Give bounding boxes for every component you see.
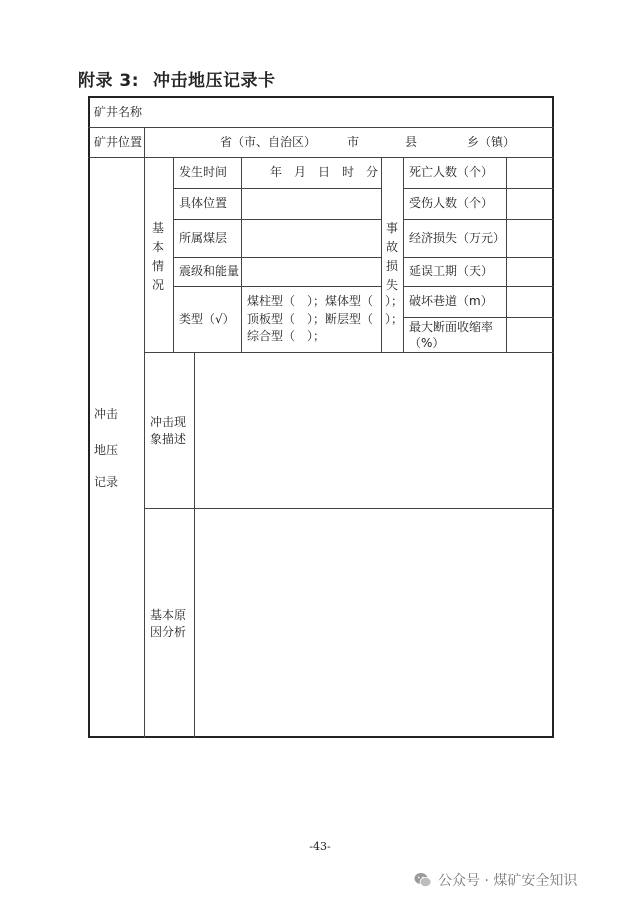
max-section-shrink-label: 最大断面收缩率 <box>409 320 494 334</box>
row-divider <box>144 508 554 509</box>
col-divider <box>241 157 242 352</box>
row-divider <box>173 188 381 189</box>
type-label: 类型（√） <box>179 312 235 326</box>
col-divider <box>194 352 195 738</box>
phenomenon-label-line1: 冲击现 <box>150 415 187 429</box>
record-label-line3: 记录 <box>94 475 119 489</box>
row-divider <box>173 257 381 258</box>
col-divider <box>403 157 404 352</box>
row-divider <box>403 188 554 189</box>
row-divider <box>403 317 554 318</box>
col-divider <box>144 157 145 738</box>
delay-label: 延误工期（天） <box>409 264 494 278</box>
max-section-shrink-unit: （%） <box>409 336 445 350</box>
row-divider <box>403 257 554 258</box>
row-divider <box>144 352 554 353</box>
occurrence-time-label: 发生时间 <box>179 165 228 179</box>
type-option-2: 顶板型（ ）；断层型（ ）； <box>247 312 404 326</box>
cause-label-line1: 基本原 <box>150 608 187 622</box>
province-field: 省（市、自治区） <box>220 135 317 149</box>
township-field: 乡（镇） <box>467 135 516 149</box>
row-divider <box>88 157 554 158</box>
magnitude-label: 震级和能量 <box>179 264 240 278</box>
card-title: 冲击地压记录卡 <box>153 71 276 91</box>
record-label-line2: 地压 <box>94 443 119 457</box>
city-field: 市 <box>347 135 360 149</box>
basic-info-label: 基本情况 <box>151 221 164 292</box>
appendix-label: 附录 3: <box>78 71 140 91</box>
row-divider <box>173 219 381 220</box>
location-label: 具体位置 <box>179 196 228 210</box>
page-title <box>78 66 276 91</box>
time-format: 年 月 日 时 分 <box>270 165 379 179</box>
economic-loss-label: 经济损失（万元） <box>409 231 506 245</box>
type-option-1: 煤柱型（ ）；煤体型（ ）； <box>247 294 404 308</box>
mine-location-label: 矿井位置 <box>94 135 143 149</box>
wechat-icon <box>414 872 432 888</box>
accident-loss-label: 事故损失 <box>385 221 398 292</box>
page-number: -43- <box>309 840 331 853</box>
col-divider <box>144 127 145 157</box>
row-divider <box>88 127 554 128</box>
county-field: 县 <box>405 135 418 149</box>
col-divider <box>173 157 174 352</box>
record-label-line1: 冲击 <box>94 407 119 421</box>
watermark <box>414 870 577 890</box>
type-option-3: 综合型（ ）； <box>247 329 326 343</box>
phenomenon-label-line2: 象描述 <box>150 432 187 446</box>
mine-name-label: 矿井名称 <box>94 105 143 119</box>
injuries-label: 受伤人数（个） <box>409 196 494 210</box>
coal-seam-label: 所属煤层 <box>179 231 228 245</box>
watermark-text: 公众号 · 煤矿安全知识 <box>438 873 578 889</box>
damaged-roadway-label: 破坏巷道（m） <box>409 294 493 308</box>
cause-label-line2: 因分析 <box>150 625 187 639</box>
row-divider <box>403 219 554 220</box>
deaths-label: 死亡人数（个） <box>409 165 494 179</box>
col-divider <box>506 157 507 352</box>
row-divider <box>173 286 381 287</box>
row-divider <box>403 286 554 287</box>
